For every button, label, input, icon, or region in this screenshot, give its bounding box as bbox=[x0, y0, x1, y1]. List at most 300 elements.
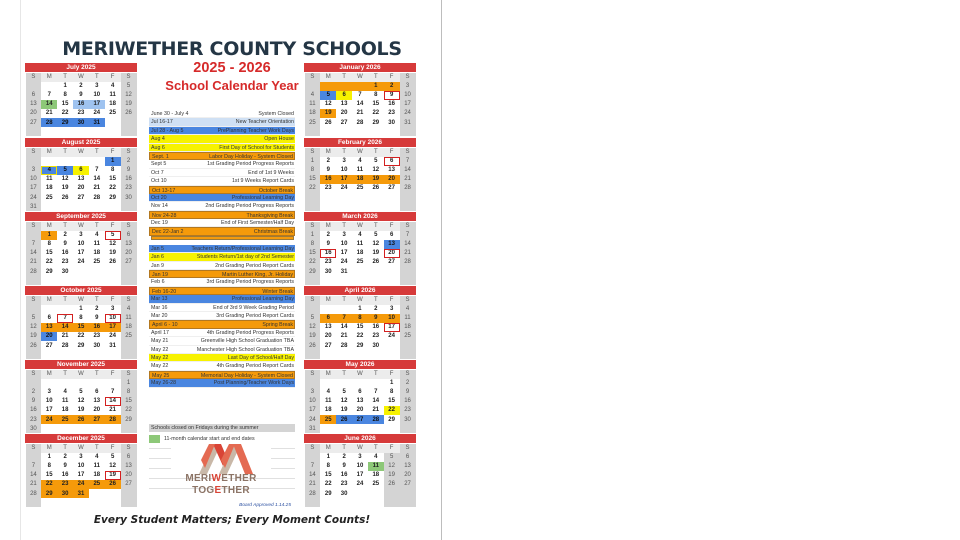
day-cell: 7 bbox=[47, 92, 51, 99]
event-row bbox=[149, 245, 295, 253]
day-cell: 6 bbox=[320, 314, 336, 323]
weekday-label: F bbox=[384, 222, 400, 231]
event-row bbox=[149, 227, 295, 235]
day-cell: 3 bbox=[358, 454, 362, 461]
day-cell: 13 bbox=[121, 240, 137, 249]
day-cell: 26 bbox=[372, 259, 380, 266]
day-cell: 27 bbox=[26, 118, 42, 127]
day-cell: 10 bbox=[77, 241, 85, 248]
event-description: October Break bbox=[258, 187, 293, 194]
weekday-label: F bbox=[384, 73, 400, 82]
day-cell: 12 bbox=[372, 241, 380, 248]
day-cell: 7 bbox=[305, 462, 321, 471]
event-description: 4th Grading Period Report Cards bbox=[216, 363, 294, 370]
day-cell: 27 bbox=[89, 415, 105, 424]
day-cell: 17 bbox=[400, 100, 416, 109]
day-cell: 5 bbox=[384, 453, 400, 462]
weekday-label: W bbox=[73, 370, 89, 379]
day-cell: 6 bbox=[26, 91, 42, 100]
empty-cell bbox=[352, 193, 368, 202]
month-header: December 2025 bbox=[25, 434, 137, 443]
empty-cell bbox=[73, 157, 89, 166]
empty-cell bbox=[352, 267, 368, 276]
day-cell: 6 bbox=[47, 315, 51, 322]
event-row bbox=[149, 287, 295, 295]
day-cell: 15 bbox=[45, 250, 53, 257]
event-date: Jan 5 bbox=[151, 245, 164, 252]
weekday-label: M bbox=[320, 370, 336, 379]
event-date: May 25 bbox=[152, 372, 170, 379]
empty-cell bbox=[336, 498, 352, 507]
day-cell: 2 bbox=[63, 232, 67, 239]
day-cell: 26 bbox=[372, 185, 380, 192]
event-description: Greenville High School Graduation TBA bbox=[200, 338, 294, 345]
weekday-label: T bbox=[368, 73, 384, 82]
event-row bbox=[149, 362, 295, 370]
day-cell: 3 bbox=[47, 389, 51, 396]
empty-cell bbox=[105, 350, 121, 359]
event-date: April 6 - 10 bbox=[152, 322, 178, 329]
day-cell: 10 bbox=[384, 314, 400, 323]
empty-cell bbox=[73, 276, 89, 285]
day-cell: 7 bbox=[95, 167, 99, 174]
day-cell: 23 bbox=[57, 480, 73, 489]
day-cell: 5 bbox=[374, 232, 378, 239]
day-cell: 15 bbox=[61, 101, 69, 108]
empty-cell bbox=[368, 489, 384, 498]
day-cell: 29 bbox=[305, 267, 321, 276]
empty-cell bbox=[73, 127, 89, 136]
empty-cell bbox=[320, 82, 336, 91]
weekday-label: W bbox=[73, 73, 89, 82]
empty-cell bbox=[368, 193, 384, 202]
event-description: 2nd Grading Period Report Cards bbox=[215, 262, 294, 269]
empty-cell bbox=[400, 424, 416, 433]
day-cell: 15 bbox=[372, 101, 380, 108]
day-cell: 20 bbox=[356, 407, 364, 414]
day-cell: 13 bbox=[121, 462, 137, 471]
empty-cell bbox=[121, 202, 137, 211]
day-cell: 9 bbox=[368, 314, 384, 323]
day-cell: 1 bbox=[305, 231, 321, 240]
empty-cell bbox=[57, 276, 73, 285]
empty-cell bbox=[400, 489, 416, 498]
empty-cell bbox=[41, 157, 57, 166]
weekday-label: T bbox=[57, 73, 73, 82]
day-cell: 24 bbox=[73, 480, 89, 489]
day-cell: 1 bbox=[368, 82, 384, 91]
event-description: Christmas Break bbox=[253, 229, 293, 236]
event-description: End of First Semester/Half Day bbox=[220, 220, 294, 227]
event-row bbox=[149, 320, 295, 328]
day-cell: 13 bbox=[356, 398, 364, 405]
empty-cell bbox=[73, 350, 89, 359]
empty-cell bbox=[121, 489, 137, 498]
day-cell: 10 bbox=[93, 92, 101, 99]
empty-cell bbox=[400, 350, 416, 359]
day-cell: 5 bbox=[57, 166, 73, 175]
day-cell: 24 bbox=[41, 415, 57, 424]
weekday-label: F bbox=[105, 148, 121, 157]
day-cell: 5 bbox=[320, 91, 336, 100]
event-description: Professional Learning Day bbox=[231, 296, 294, 303]
day-cell: 30 bbox=[61, 268, 69, 275]
event-row bbox=[149, 127, 295, 135]
empty-cell bbox=[320, 350, 336, 359]
weekday-label: S bbox=[121, 370, 137, 379]
day-cell: 21 bbox=[45, 110, 53, 117]
weekday-label: W bbox=[73, 296, 89, 305]
day-cell: 4 bbox=[374, 454, 378, 461]
weekday-label: T bbox=[89, 296, 105, 305]
event-row bbox=[149, 354, 295, 362]
day-cell: 22 bbox=[77, 333, 85, 340]
day-cell: 1 bbox=[105, 157, 121, 166]
day-cell: 1 bbox=[79, 306, 83, 313]
day-cell: 22 bbox=[45, 259, 53, 266]
day-cell: 23 bbox=[93, 333, 101, 340]
day-cell: 30 bbox=[340, 490, 348, 497]
day-cell: 1 bbox=[121, 379, 137, 388]
day-cell: 14 bbox=[57, 323, 73, 332]
day-cell: 28 bbox=[368, 415, 384, 424]
weekday-label: F bbox=[384, 444, 400, 453]
day-cell: 22 bbox=[305, 184, 321, 193]
day-cell: 29 bbox=[372, 119, 380, 126]
weekday-label: T bbox=[57, 222, 73, 231]
day-cell: 30 bbox=[388, 119, 395, 126]
day-cell: 17 bbox=[45, 407, 53, 414]
day-cell: 27 bbox=[121, 258, 137, 267]
day-cell: 18 bbox=[109, 101, 116, 108]
empty-cell bbox=[105, 489, 121, 498]
weekday-label: T bbox=[57, 296, 73, 305]
day-cell: 13 bbox=[26, 100, 42, 109]
event-row bbox=[149, 118, 295, 126]
day-cell: 27 bbox=[77, 194, 85, 201]
day-cell: 3 bbox=[305, 388, 321, 397]
day-cell: 13 bbox=[324, 324, 332, 331]
day-cell: 10 bbox=[356, 463, 364, 470]
empty-cell bbox=[73, 379, 89, 388]
day-cell: 8 bbox=[305, 166, 321, 175]
event-date: Oct 20 bbox=[151, 194, 167, 201]
event-description: Labor Day Holiday - System Closed bbox=[209, 153, 293, 160]
weekday-label: S bbox=[305, 148, 321, 157]
weekday-label: S bbox=[400, 370, 416, 379]
day-cell: 16 bbox=[340, 472, 348, 479]
day-cell: 7 bbox=[400, 157, 416, 166]
day-cell: 16 bbox=[372, 324, 380, 331]
month-header: November 2025 bbox=[25, 360, 137, 369]
day-cell: 5 bbox=[105, 231, 121, 240]
day-cell: 26 bbox=[61, 194, 69, 201]
empty-cell bbox=[26, 379, 42, 388]
empty-cell bbox=[26, 276, 42, 285]
day-cell: 13 bbox=[77, 176, 85, 183]
empty-cell bbox=[384, 350, 400, 359]
day-cell: 4 bbox=[41, 166, 57, 175]
day-cell: 11 bbox=[46, 176, 53, 183]
day-cell: 9 bbox=[326, 241, 330, 248]
empty-cell bbox=[41, 82, 57, 91]
empty-cell bbox=[352, 424, 368, 433]
event-row bbox=[149, 144, 295, 152]
day-cell: 15 bbox=[45, 472, 53, 479]
day-cell: 25 bbox=[89, 480, 105, 489]
day-cell: 10 bbox=[340, 241, 348, 248]
day-cell: 22 bbox=[61, 110, 69, 117]
event-date: June 30 - July 4 bbox=[151, 111, 189, 117]
event-date: Oct 7 bbox=[151, 169, 164, 176]
weekday-label: S bbox=[121, 296, 137, 305]
page-title: MERIWETHER COUNTY SCHOOLS bbox=[62, 38, 402, 60]
weekday-label: F bbox=[105, 370, 121, 379]
weekday-label: W bbox=[352, 73, 368, 82]
weekday-label: F bbox=[384, 148, 400, 157]
day-cell: 14 bbox=[105, 397, 121, 406]
day-cell: 20 bbox=[384, 175, 400, 184]
weekday-label: T bbox=[336, 444, 352, 453]
empty-cell bbox=[368, 267, 384, 276]
weekday-label: W bbox=[73, 148, 89, 157]
day-cell: 13 bbox=[384, 240, 400, 249]
empty-cell bbox=[89, 350, 105, 359]
day-cell: 22 bbox=[356, 333, 364, 340]
calendar-document bbox=[20, 0, 442, 540]
day-cell: 1 bbox=[389, 380, 394, 387]
day-cell: 17 bbox=[77, 472, 85, 479]
empty-cell bbox=[26, 453, 42, 462]
empty-cell bbox=[352, 350, 368, 359]
event-date: Feb 6 bbox=[151, 279, 165, 286]
day-cell: 20 bbox=[324, 333, 332, 340]
day-cell: 28 bbox=[305, 489, 321, 498]
event-date: Oct 13-17 bbox=[152, 187, 176, 194]
semester-divider bbox=[151, 236, 294, 240]
day-cell: 19 bbox=[77, 407, 85, 414]
day-cell: 28 bbox=[41, 118, 57, 127]
day-cell: 7 bbox=[110, 389, 115, 396]
day-cell: 31 bbox=[73, 489, 89, 498]
weekday-label: W bbox=[352, 148, 368, 157]
empty-cell bbox=[89, 379, 105, 388]
day-cell: 8 bbox=[63, 92, 67, 99]
event-spacer bbox=[149, 236, 295, 245]
event-date: Jan 9 bbox=[151, 262, 164, 269]
weekday-label: F bbox=[105, 222, 121, 231]
empty-cell bbox=[41, 350, 57, 359]
event-date: Dec 19 bbox=[151, 220, 168, 227]
day-cell: 8 bbox=[79, 315, 83, 322]
day-cell: 2 bbox=[63, 454, 67, 461]
day-cell: 3 bbox=[400, 82, 416, 91]
empty-cell bbox=[320, 424, 336, 433]
day-cell: 19 bbox=[384, 471, 400, 480]
day-cell: 29 bbox=[109, 194, 116, 201]
empty-cell bbox=[384, 341, 400, 350]
day-cell: 31 bbox=[26, 202, 42, 211]
empty-cell bbox=[384, 193, 400, 202]
day-cell: 13 bbox=[340, 101, 348, 108]
day-cell: 14 bbox=[400, 240, 416, 249]
day-cell: 18 bbox=[400, 323, 416, 332]
month-header: October 2025 bbox=[25, 286, 137, 295]
month-jun bbox=[304, 434, 416, 508]
empty-cell bbox=[105, 276, 121, 285]
day-cell: 2 bbox=[26, 388, 42, 397]
weekday-label: S bbox=[400, 222, 416, 231]
weekday-label: M bbox=[41, 222, 57, 231]
day-cell: 21 bbox=[400, 175, 416, 184]
weekday-label: T bbox=[89, 73, 105, 82]
empty-cell bbox=[368, 498, 384, 507]
empty-cell bbox=[41, 498, 57, 507]
empty-cell bbox=[320, 305, 336, 314]
month-apr bbox=[304, 286, 416, 360]
day-cell: 6 bbox=[389, 232, 394, 239]
day-cell: 20 bbox=[384, 249, 400, 258]
day-cell: 2 bbox=[326, 158, 330, 165]
weekday-label: W bbox=[73, 222, 89, 231]
empty-cell bbox=[26, 498, 42, 507]
day-cell: 12 bbox=[26, 323, 42, 332]
day-cell: 5 bbox=[121, 82, 137, 91]
board-approved-note: Board Approved 1.14.25 bbox=[239, 503, 291, 508]
empty-cell bbox=[305, 379, 321, 388]
day-cell: 31 bbox=[89, 118, 105, 127]
empty-cell bbox=[89, 127, 105, 136]
weekday-label: M bbox=[41, 296, 57, 305]
day-cell: 5 bbox=[342, 389, 346, 396]
day-cell: 11 bbox=[93, 463, 100, 470]
empty-cell bbox=[57, 350, 73, 359]
event-description: Post Planning/Teacher Work Days bbox=[213, 380, 294, 387]
empty-cell bbox=[121, 127, 137, 136]
day-cell: 25 bbox=[372, 481, 380, 488]
weekday-label: M bbox=[320, 73, 336, 82]
day-cell: 24 bbox=[400, 109, 416, 118]
empty-cell bbox=[336, 305, 352, 314]
month-jul bbox=[25, 63, 137, 137]
day-cell: 29 bbox=[324, 490, 332, 497]
empty-cell bbox=[26, 127, 42, 136]
event-description: 1st Grading Period Progress Reports bbox=[207, 161, 294, 168]
empty-cell bbox=[41, 202, 57, 211]
event-date: Sept. 1 bbox=[152, 153, 169, 160]
event-description: New Teacher Orientation bbox=[235, 119, 294, 126]
day-cell: 24 bbox=[26, 193, 42, 202]
day-cell: 25 bbox=[109, 110, 116, 117]
weekday-label: S bbox=[121, 73, 137, 82]
day-cell: 18 bbox=[356, 250, 364, 257]
empty-cell bbox=[73, 424, 89, 433]
empty-cell bbox=[336, 127, 352, 136]
day-cell: 12 bbox=[77, 398, 85, 405]
day-cell: 2 bbox=[121, 157, 137, 166]
weekday-label: T bbox=[89, 444, 105, 453]
day-cell: 20 bbox=[340, 110, 348, 117]
event-row bbox=[149, 186, 295, 194]
event-description: 3rd Grading Period Progress Reports bbox=[206, 279, 294, 286]
day-cell: 19 bbox=[368, 175, 384, 184]
empty-cell bbox=[400, 267, 416, 276]
day-cell: 6 bbox=[121, 453, 137, 462]
empty-cell bbox=[368, 202, 384, 211]
day-cell: 28 bbox=[26, 267, 42, 276]
day-cell: 14 bbox=[356, 101, 364, 108]
day-cell: 10 bbox=[340, 167, 348, 174]
empty-cell bbox=[320, 498, 336, 507]
day-cell: 29 bbox=[388, 416, 395, 423]
day-cell: 28 bbox=[26, 489, 42, 498]
day-cell: 21 bbox=[26, 480, 42, 489]
month-header: April 2026 bbox=[304, 286, 416, 295]
empty-cell bbox=[57, 498, 73, 507]
empty-cell bbox=[89, 157, 105, 166]
day-cell: 27 bbox=[388, 259, 395, 266]
event-date: Aug 6 bbox=[151, 144, 165, 151]
day-cell: 19 bbox=[105, 471, 121, 480]
day-cell: 9 bbox=[342, 463, 346, 470]
event-row bbox=[149, 379, 295, 387]
empty-cell bbox=[105, 424, 121, 433]
weekday-label: M bbox=[41, 370, 57, 379]
event-date: May 21 bbox=[151, 338, 169, 345]
empty-cell bbox=[352, 82, 368, 91]
empty-cell bbox=[57, 127, 73, 136]
event-row bbox=[149, 211, 295, 219]
empty-cell bbox=[305, 276, 321, 285]
weekday-label: M bbox=[41, 444, 57, 453]
empty-cell bbox=[384, 127, 400, 136]
day-cell: 11 bbox=[93, 241, 100, 248]
day-cell: 11 bbox=[61, 398, 69, 405]
day-cell: 15 bbox=[121, 397, 137, 406]
day-cell: 29 bbox=[77, 342, 85, 349]
weekday-label: M bbox=[320, 148, 336, 157]
event-description: Students Return/1st day of 2nd Semester bbox=[196, 254, 294, 261]
empty-cell bbox=[320, 379, 336, 388]
weekday-label: T bbox=[368, 148, 384, 157]
empty-cell bbox=[121, 350, 137, 359]
day-cell: 18 bbox=[324, 407, 332, 414]
empty-cell bbox=[121, 276, 137, 285]
day-cell: 21 bbox=[340, 333, 348, 340]
day-cell: 15 bbox=[305, 249, 321, 258]
empty-cell bbox=[320, 202, 336, 211]
day-cell: 29 bbox=[57, 118, 73, 127]
weekday-label: T bbox=[89, 222, 105, 231]
day-cell: 12 bbox=[305, 323, 321, 332]
day-cell: 18 bbox=[372, 472, 380, 479]
day-cell: 4 bbox=[110, 83, 115, 90]
empty-cell bbox=[320, 127, 336, 136]
event-date: Jan 19 bbox=[152, 272, 168, 279]
event-row bbox=[149, 253, 295, 261]
empty-cell bbox=[305, 453, 321, 462]
event-description: Memorial Day Holiday - System Closed bbox=[200, 372, 293, 379]
day-cell: 1 bbox=[326, 454, 330, 461]
empty-cell bbox=[105, 118, 121, 127]
empty-cell bbox=[89, 267, 105, 276]
month-feb bbox=[304, 138, 416, 212]
logo-line1: MERIWETHER bbox=[185, 473, 257, 484]
day-cell: 4 bbox=[63, 389, 67, 396]
day-cell: 17 bbox=[89, 100, 105, 109]
day-cell: 24 bbox=[340, 259, 348, 266]
empty-cell bbox=[121, 267, 137, 276]
